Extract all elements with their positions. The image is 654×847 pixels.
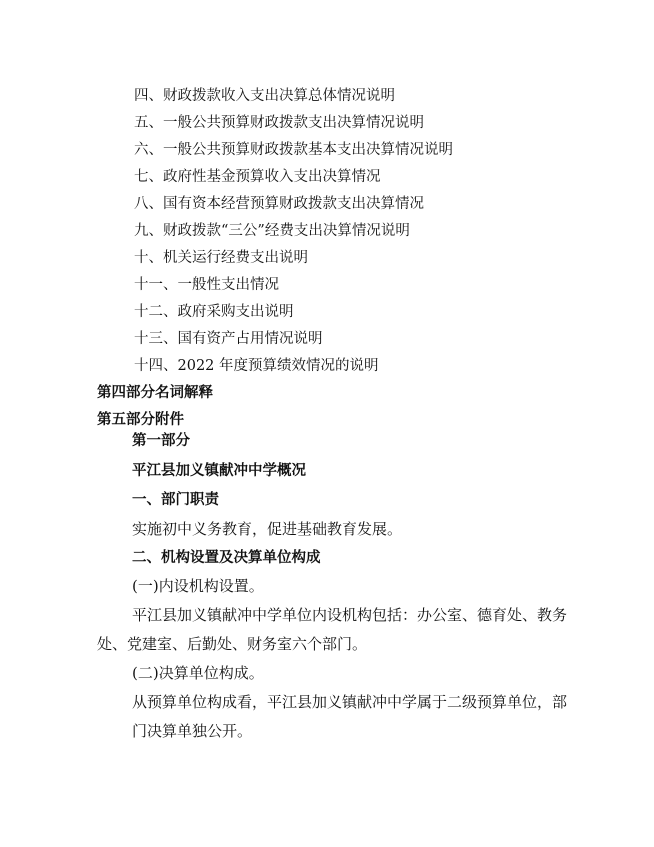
part-title: 第一部分 [132,433,190,449]
toc-part-5: 第五部分附件 [97,412,184,428]
toc-item-6: 六、一般公共预算财政拨款基本支出决算情况说明 [134,142,453,158]
toc-item-10: 十、机关运行经费支出说明 [134,250,308,266]
heading-structure: 二、机构设置及决算单位构成 [132,550,321,566]
toc-item-9: 九、财政拨款“三公”经费支出决算情况说明 [134,223,410,239]
subheading-internal: (一)内设机构设置。 [132,577,264,595]
internal-text-line1: 平江县加义镇献冲中学单位内设机构包括：办公室、德育处、教务 [132,606,568,624]
toc-item-8: 八、国有资本经营预算财政拨款支出决算情况 [134,196,424,212]
subheading-units: (二)决算单位构成。 [132,664,264,682]
toc-item-13: 十三、国有资产占用情况说明 [134,331,323,347]
heading-duties: 一、部门职责 [132,492,219,508]
units-text-line1: 从预算单位构成看，平江县加义镇献冲中学属于二级预算单位，部 [132,693,568,711]
toc-item-14: 十四、2022 年度预算绩效情况的说明 [134,358,379,374]
toc-item-11: 十一、一般性支出情况 [134,277,279,293]
toc-item-12: 十二、政府采购支出说明 [134,304,294,320]
toc-item-4: 四、财政拨款收入支出决算总体情况说明 [134,88,395,104]
duties-text: 实施初中义务教育，促进基础教育发展。 [132,520,403,538]
internal-text-line2: 处、党建室、后勤处、财务室六个部门。 [97,635,368,653]
toc-part-4: 第四部分名词解释 [97,385,213,401]
units-text-line2: 门决算单独公开。 [132,722,253,740]
toc-item-7: 七、政府性基金预算收入支出决算情况 [134,169,381,185]
org-title: 平江县加义镇献冲中学概况 [132,463,306,479]
toc-item-5: 五、一般公共预算财政拨款支出决算情况说明 [134,115,424,131]
